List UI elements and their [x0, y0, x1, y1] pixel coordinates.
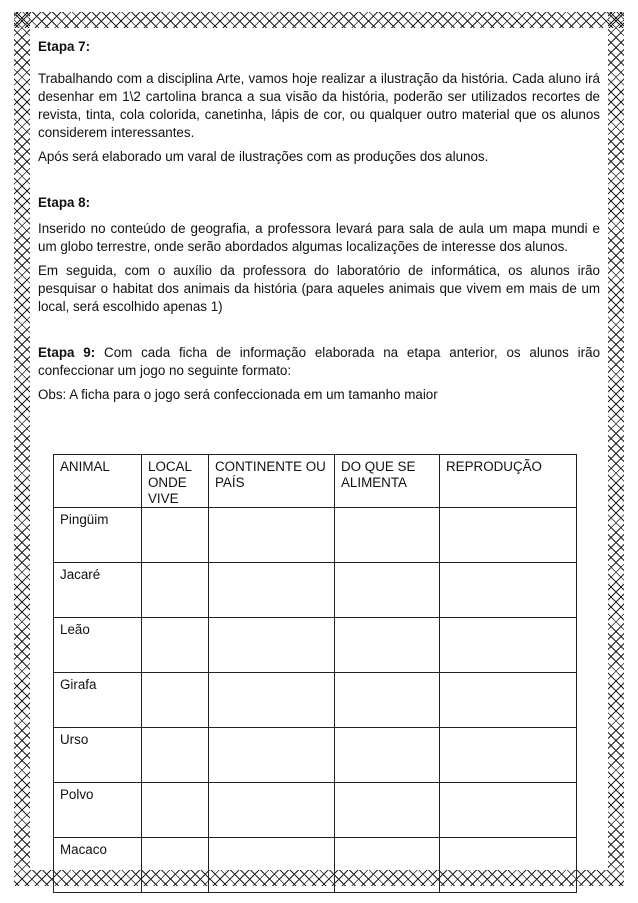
etapa9-obs: Obs: A ficha para o jogo será confeccionada em um tamanho maior [38, 387, 438, 402]
etapa8-paragraph-1: Inserido no conteúdo de geografia, a professora levará para sala de aula um mapa mundi e um globo terrestre, onde serão abordados algumas localizações de interesse dos alunos. [38, 221, 600, 254]
animal-cell: Polvo [54, 783, 142, 838]
empty-cell [142, 563, 209, 618]
empty-cell [440, 508, 577, 563]
table-row [54, 618, 577, 673]
etapa7-heading: Etapa 7: [38, 39, 91, 54]
empty-cell [335, 508, 440, 563]
document-content [38, 38, 600, 410]
animal-cell: Urso [54, 728, 142, 783]
empty-cell [209, 838, 335, 893]
table-row [54, 783, 577, 838]
empty-cell [335, 728, 440, 783]
etapa9-paragraph [38, 344, 600, 380]
animal-cell: Girafa [54, 673, 142, 728]
empty-cell [440, 838, 577, 893]
etapa7-paragraph-1: Trabalhando com a disciplina Arte, vamos hoje realizar a ilustração da história. Cada aluno irá desenhar em 1\2 cartolina branca a sua visão da história, poderão ser utilizados recortes de revista, tinta, cola colorida, canetinha, lápis de cor, ou qualquer outro material que os alunos considerem interessantes. [38, 71, 600, 140]
spacer [38, 172, 600, 194]
table-row [54, 728, 577, 783]
etapa9-intro: Com cada ficha de informação elaborada na etapa anterior, os alunos irão confeccionar um jogo no seguinte formato: [38, 345, 601, 378]
decorative-border-right [608, 12, 624, 886]
empty-cell [142, 728, 209, 783]
etapa9-heading: Etapa 9: [38, 345, 96, 360]
header-local-onde-vive: LOCAL ONDE VIVE [142, 455, 209, 508]
table-header-row [54, 455, 577, 508]
empty-cell [142, 838, 209, 893]
empty-cell [335, 673, 440, 728]
empty-cell [440, 563, 577, 618]
header-continente-ou-pais: CONTINENTE OU PAÍS [209, 455, 335, 508]
decorative-border-top [14, 12, 624, 28]
empty-cell [209, 618, 335, 673]
empty-cell [440, 673, 577, 728]
empty-cell [142, 508, 209, 563]
table-row [54, 673, 577, 728]
table-row [54, 563, 577, 618]
animal-cell: Jacaré [54, 563, 142, 618]
decorative-border-left [14, 12, 30, 886]
animal-cell: Leão [54, 618, 142, 673]
header-animal: ANIMAL [54, 455, 142, 508]
etapa8-paragraph-2: Em seguida, com o auxílio da professora do laboratório de informática, os alunos irão pesquisar o habitat dos animais da história (para aqueles animais que vivem em mais de um local, será escolhido apenas 1) [38, 263, 600, 314]
empty-cell [142, 783, 209, 838]
animal-cell: Pingüim [54, 508, 142, 563]
empty-cell [335, 783, 440, 838]
animal-cell: Macaco [54, 838, 142, 893]
empty-cell [142, 618, 209, 673]
table-row [54, 508, 577, 563]
header-reproducao: REPRODUÇÃO [440, 455, 577, 508]
empty-cell [209, 783, 335, 838]
empty-cell [440, 728, 577, 783]
game-table [53, 454, 577, 893]
etapa7-paragraph-2: Após será elaborado um varal de ilustrações com as produções dos alunos. [38, 149, 489, 164]
empty-cell [335, 618, 440, 673]
empty-cell [142, 673, 209, 728]
empty-cell [209, 728, 335, 783]
spacer [38, 322, 600, 344]
empty-cell [209, 673, 335, 728]
table-row [54, 838, 577, 893]
empty-cell [335, 838, 440, 893]
header-do-que-se-alimenta: DO QUE SE ALIMENTA [335, 455, 440, 508]
empty-cell [440, 618, 577, 673]
empty-cell [335, 563, 440, 618]
empty-cell [209, 563, 335, 618]
etapa8-heading: Etapa 8: [38, 195, 91, 210]
empty-cell [440, 783, 577, 838]
empty-cell [209, 508, 335, 563]
